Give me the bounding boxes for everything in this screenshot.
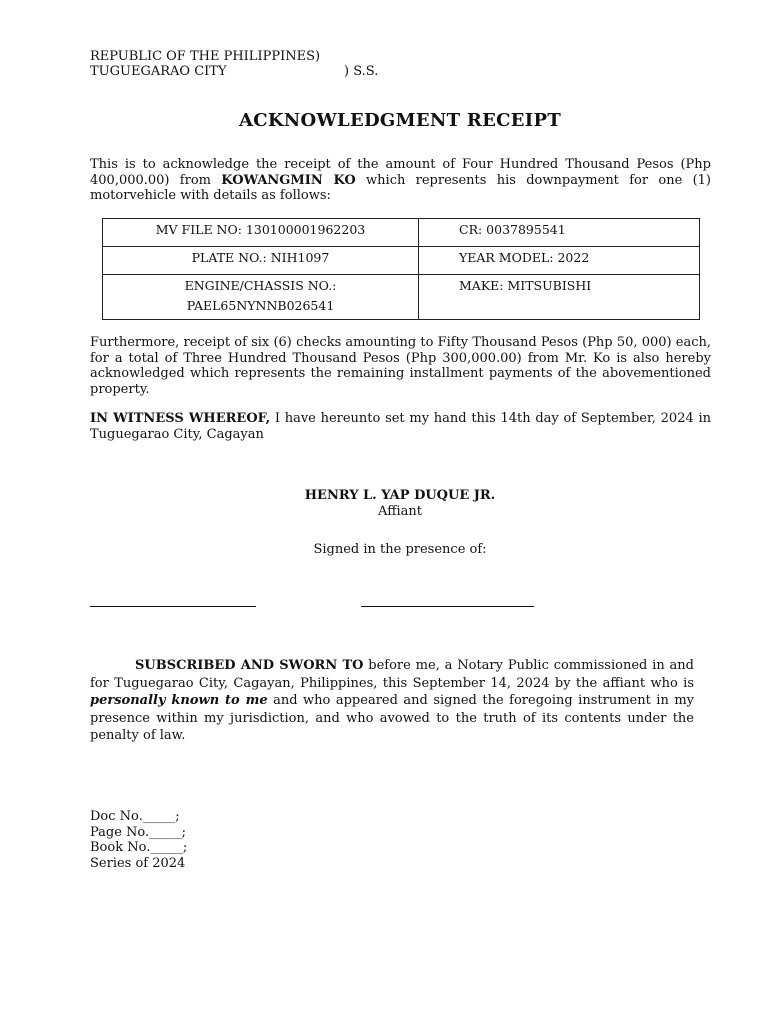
engine-chassis-number: PAEL65NYNNB026541 — [186, 298, 335, 313]
doc-number: Doc No._____; — [90, 809, 180, 824]
witness-signature-line-1 — [90, 591, 256, 607]
engine-chassis-label: ENGINE/CHASSIS NO.: — [184, 278, 337, 293]
table-row — [103, 275, 700, 320]
witness-text: I have hereunto set my hand this 14th day of September, 2024 in Tuguegarao City, Cagayan — [90, 411, 711, 442]
witness-lead: IN WITNESS WHEREOF, — [90, 411, 271, 426]
intro-paragraph — [90, 157, 711, 204]
affiant-role: Affiant — [378, 504, 422, 519]
table-row — [103, 247, 700, 275]
jurat-emphasis: personally known to me — [90, 693, 268, 708]
vehicle-details-table — [102, 218, 700, 320]
intro-text-2: which represents his downpayment for one (1) motorvehicle with details as follows: — [90, 172, 711, 203]
presence-label: Signed in the presence of: — [313, 542, 487, 557]
witness-paragraph — [90, 411, 711, 442]
table-cell — [103, 275, 419, 320]
year-model: YEAR MODEL: 2022 — [459, 250, 590, 265]
table-cell — [419, 247, 700, 275]
intro-text-1: This is to acknowledge the receipt of the amount of Four Hundred Thousand Pesos (Php 400,000.00) from — [90, 157, 711, 188]
jurat-text-2: and who appeared and signed the foregoing instrument in my presence within my jurisdiction, and who avowed to the truth of its contents under the penalty of law. — [90, 693, 694, 743]
jurisdiction-line-2 — [90, 64, 379, 79]
vehicle-make: MAKE: MITSUBISHI — [459, 278, 592, 293]
jurat-paragraph — [90, 657, 694, 745]
jurat-text-1: before me, a Notary Public commissioned in and for Tuguegarao City, Cagayan, Philippines, this September 14, 2024 by the affiant who is — [90, 658, 694, 691]
cr-number: CR: 0037895541 — [459, 222, 566, 237]
series-year: Series of 2024 — [90, 855, 186, 871]
table-cell — [419, 219, 700, 247]
witness-signature-line-2 — [361, 591, 534, 607]
payer-name: KOWANGMIN KO — [221, 172, 356, 188]
table-row — [103, 219, 700, 247]
checks-paragraph: Furthermore, receipt of six (6) checks amounting to Fifty Thousand Pesos (Php 50, 000) each, for a total of Three Hundred Thousand Pesos (Php 300,000.00) from Mr. Ko is also hereby acknowledged which represents the remaining installment payments of the abovementioned property. — [90, 335, 711, 397]
affiant-name: HENRY L. YAP DUQUE JR. — [304, 488, 496, 503]
plate-number: PLATE NO.: NIH1097 — [191, 250, 330, 265]
jurisdiction-line-1: REPUBLIC OF THE PHILIPPINES) — [90, 49, 321, 64]
jurisdiction-ss: ) S.S. — [344, 64, 379, 79]
document-title: ACKNOWLEDGMENT RECEIPT — [238, 110, 562, 131]
book-number: Book No._____; — [90, 840, 188, 855]
docket-block — [90, 809, 187, 871]
mv-file-number: MV FILE NO: 130100001962203 — [155, 222, 366, 237]
jurisdiction-city: TUGUEGARAO CITY — [90, 64, 227, 79]
table-cell — [419, 275, 700, 320]
table-cell — [103, 219, 419, 247]
page-number: Page No._____; — [90, 824, 187, 840]
jurat-lead: SUBSCRIBED AND SWORN TO — [135, 658, 364, 673]
table-cell — [103, 247, 419, 275]
